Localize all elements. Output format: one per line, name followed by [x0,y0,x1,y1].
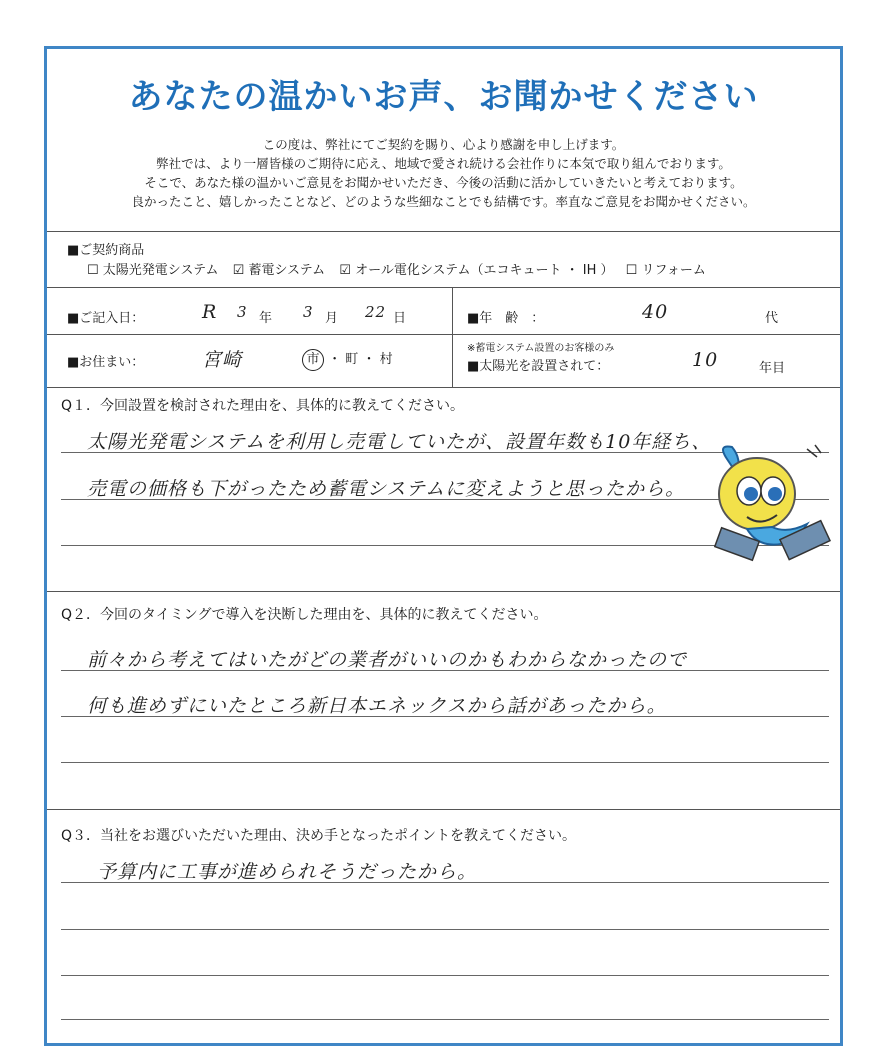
answer-rule [61,882,829,883]
date-label: ■ご記入日： [67,311,145,326]
divider [47,334,840,335]
answer-rule [61,929,829,930]
divider [47,591,840,592]
option-battery: 蓄電システム [248,263,326,278]
answer-rule [61,716,829,717]
answer-rule [61,1019,829,1020]
intro-line: 弊社では、より一層皆様のご期待に応え、地域で愛され続ける会社作りに本気で取り組んでおります。 [156,156,731,171]
age-unit: 代 [765,311,779,326]
option-city[interactable]: 市 [302,349,324,371]
divider [47,231,840,232]
age-label: ■年 齢 ： [467,311,545,326]
q3-answer-line: 予算内に工事が進められそうだったから。 [97,861,478,883]
option-village[interactable]: 村 [379,352,393,367]
q3-question: Q３．当社をお選びいただいた理由、決め手となったポイントを教えてください。 [61,828,577,844]
checkbox-battery[interactable]: ☑ [232,263,245,278]
q2-question: Q２．今回のタイミングで導入を決断した理由を、具体的に教えてください。 [61,607,548,623]
answer-rule [61,762,829,763]
column-divider [452,287,453,387]
separator: ・ [328,352,342,367]
date-month: 3 [303,303,314,321]
option-town[interactable]: 町 [345,352,359,367]
solar-unit: 年目 [759,361,786,376]
divider [47,809,840,810]
answer-rule [61,975,829,976]
intro-line: この度は、弊社にてご契約を賜り、心より感謝を申し上げます。 [262,137,625,152]
q2-answer-line: 前々から考えてはいたがどの業者がいいのかもわからなかったので [87,649,688,671]
age-value: 40 [642,301,669,323]
date-era: R [202,301,218,323]
address-label: ■お住まい： [67,355,145,370]
separator: ・ [362,352,376,367]
option-all-electric: オール電化システム（エコキュート ・ IH ） [355,263,614,278]
mascot-character-icon [687,439,847,579]
q1-question: Q１．今回設置を検討された理由を、具体的に教えてください。 [61,398,465,414]
solar-note: ※蓄電システム設置のお客様のみ [467,343,615,354]
option-reform: リフォーム [641,263,706,278]
products-label: ■ご契約商品 [67,243,145,258]
day-unit: 日 [393,311,407,326]
checkbox-reform[interactable]: ☐ [625,263,638,278]
q1-answer-line: 売電の価格も下がったため蓄電システムに変えようと思ったから。 [87,478,686,500]
intro-line: そこで、あなた様の温かいご意見をお聞かせいただき、今後の活動に活かしていきたいと考えております。 [144,175,743,190]
month-unit: 月 [325,311,339,326]
divider [47,387,840,388]
date-day: 22 [365,303,387,321]
intro-line: 良かったこと、嬉しかったことなど、どのような些細なことでも結構です。率直なご意見をお聞かせください。 [131,194,756,209]
survey-frame [44,46,843,1046]
option-solar: 太陽光発電システム [102,263,219,278]
divider [47,287,840,288]
page-title: あなたの温かいお声、お聞かせください [128,77,759,117]
q1-answer-line: 太陽光発電システムを利用し売電していたが、設置年数も10年経ち、 [87,431,712,453]
products-options [87,259,706,278]
solar-years: 10 [692,349,719,371]
solar-label: ■太陽光を設置されて： [467,359,610,374]
intro-text [47,135,840,211]
q2-answer-line: 何も進めずにいたところ新日本エネックスから話があったから。 [87,695,667,717]
checkbox-solar[interactable]: ☐ [87,263,99,278]
address-options [302,348,393,371]
address-value: 宮崎 [202,349,243,371]
date-year: 3 [237,303,248,321]
answer-rule [61,670,829,671]
checkbox-all-electric[interactable]: ☑ [339,263,351,278]
year-unit: 年 [259,311,273,326]
